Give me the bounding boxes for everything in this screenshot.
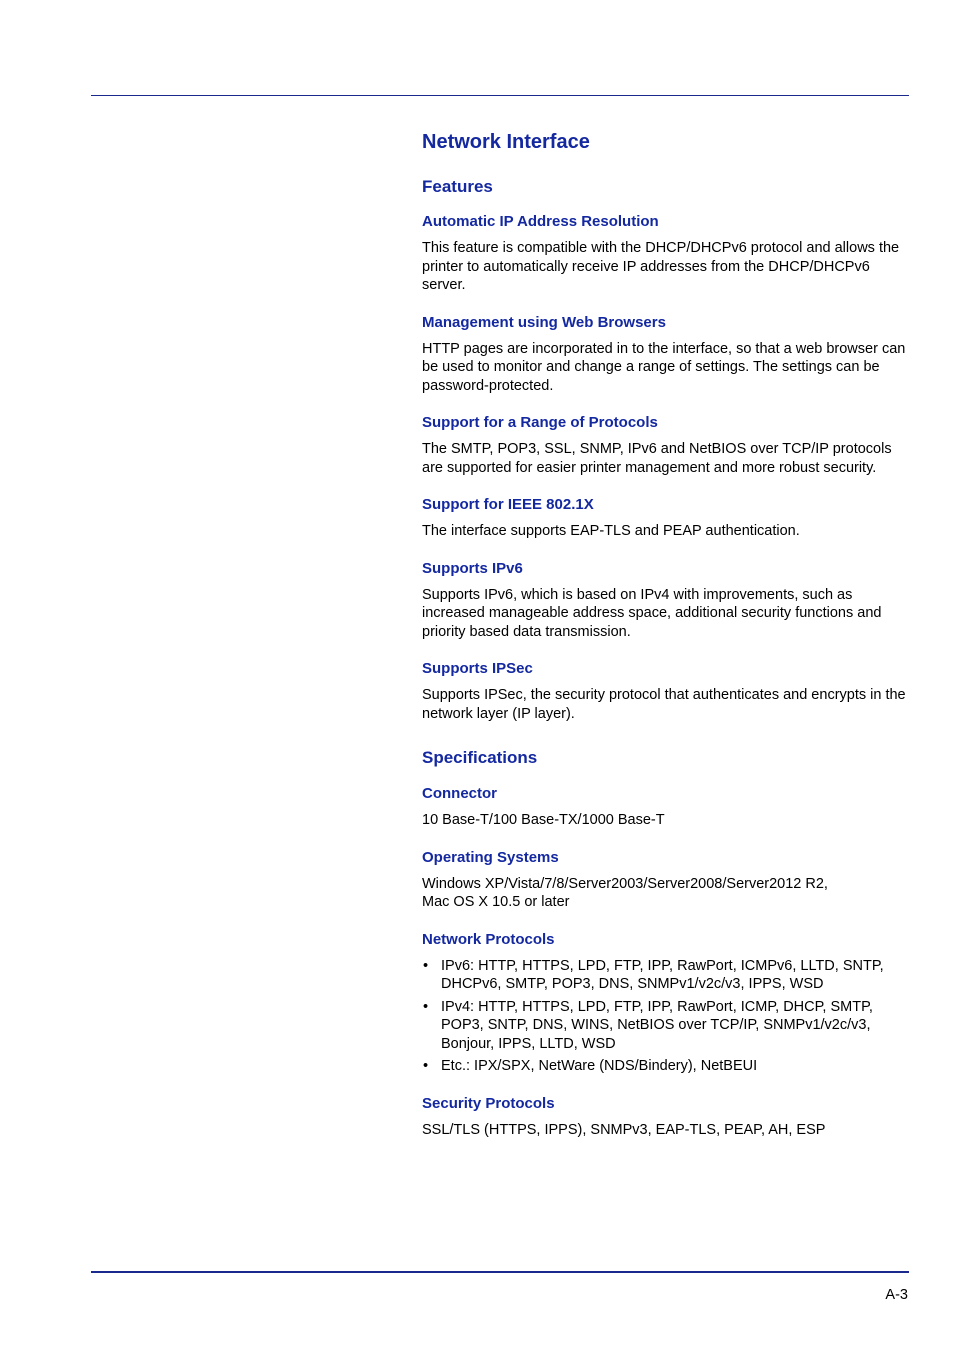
feature-heading-protocols: Support for a Range of Protocols <box>422 414 658 431</box>
feature-text-auto-ip: This feature is compatible with the DHCP/DHCPv6 protocol and allows the printer to automatically receive IP addresses from the DHCP/DHCPv6 server. <box>422 240 900 293</box>
list-item-text: IPv6: HTTP, HTTPS, LPD, FTP, IPP, RawPort, ICMPv6, LLTD, SNTP, DHCPv6, SMTP, POP3, DNS, SNMPv1/v2c/v3, IPPS, WSD <box>441 957 884 992</box>
feature-heading-ieee8021x: Support for IEEE 802.1X <box>422 496 594 513</box>
features-heading: Features <box>422 177 493 196</box>
network-protocols-list <box>422 957 910 1076</box>
connector-heading: Connector <box>422 785 497 802</box>
feature-text-ieee8021x: The interface supports EAP-TLS and PEAP authentication. <box>422 523 800 539</box>
page-content <box>422 129 910 1158</box>
feature-text-ipsec: Supports IPSec, the security protocol that authenticates and encrypts in the network layer (IP layer). <box>422 687 906 722</box>
security-protocols-heading: Security Protocols <box>422 1094 555 1112</box>
list-item <box>422 1057 910 1076</box>
header-rule <box>91 95 909 96</box>
feature-heading-auto-ip: Automatic IP Address Resolution <box>422 213 659 230</box>
list-item-text: IPv4: HTTP, HTTPS, LPD, FTP, IPP, RawPort, ICMP, DHCP, SMTP, POP3, SNTP, DNS, WINS, NetBIOS over TCP/IP, SNMPv1/v2c/v3, Bonjour, IPPS, LLTD, WSD <box>441 998 873 1052</box>
operating-systems-heading: Operating Systems <box>422 848 559 866</box>
bullet: • <box>423 1058 429 1074</box>
list-item-text: Etc.: IPX/SPX, NetWare (NDS/Bindery), NetBEUI <box>441 1058 758 1074</box>
operating-systems-line-2: Mac OS X 10.5 or later <box>422 894 570 910</box>
feature-heading-ipsec: Supports IPSec <box>422 660 533 677</box>
specifications-heading: Specifications <box>422 748 538 767</box>
feature-text-ipv6: Supports IPv6, which is based on IPv4 with improvements, such as increased manageable address space, additional security functions and priority based data transmission. <box>422 586 882 640</box>
list-item <box>422 998 910 1054</box>
operating-systems-text <box>422 875 910 912</box>
list-item <box>422 957 910 994</box>
page-number: A-3 <box>885 1287 908 1303</box>
network-protocols-heading: Network Protocols <box>422 930 555 948</box>
operating-systems-line-1: Windows XP/Vista/7/8/Server2003/Server2008/Server2012 R2, <box>422 875 828 892</box>
feature-text-web-management: HTTP pages are incorporated in to the interface, so that a web browser can be used to monitor and change a range of settings. The settings can be password-protected. <box>422 340 906 394</box>
bullet: • <box>423 957 429 974</box>
feature-heading-ipv6: Supports IPv6 <box>422 559 523 577</box>
feature-text-protocols: The SMTP, POP3, SSL, SNMP, IPv6 and NetBIOS over TCP/IP protocols are supported for easier printer management and more robust security. <box>422 441 892 476</box>
footer-rule <box>91 1271 909 1273</box>
security-protocols-text: SSL/TLS (HTTPS, IPPS), SNMPv3, EAP-TLS, PEAP, AH, ESP <box>422 1121 826 1138</box>
bullet: • <box>423 998 429 1015</box>
page-title: Network Interface <box>422 131 590 153</box>
feature-heading-web-management: Management using Web Browsers <box>422 313 666 331</box>
connector-text: 10 Base-T/100 Base-TX/1000 Base-T <box>422 812 665 828</box>
